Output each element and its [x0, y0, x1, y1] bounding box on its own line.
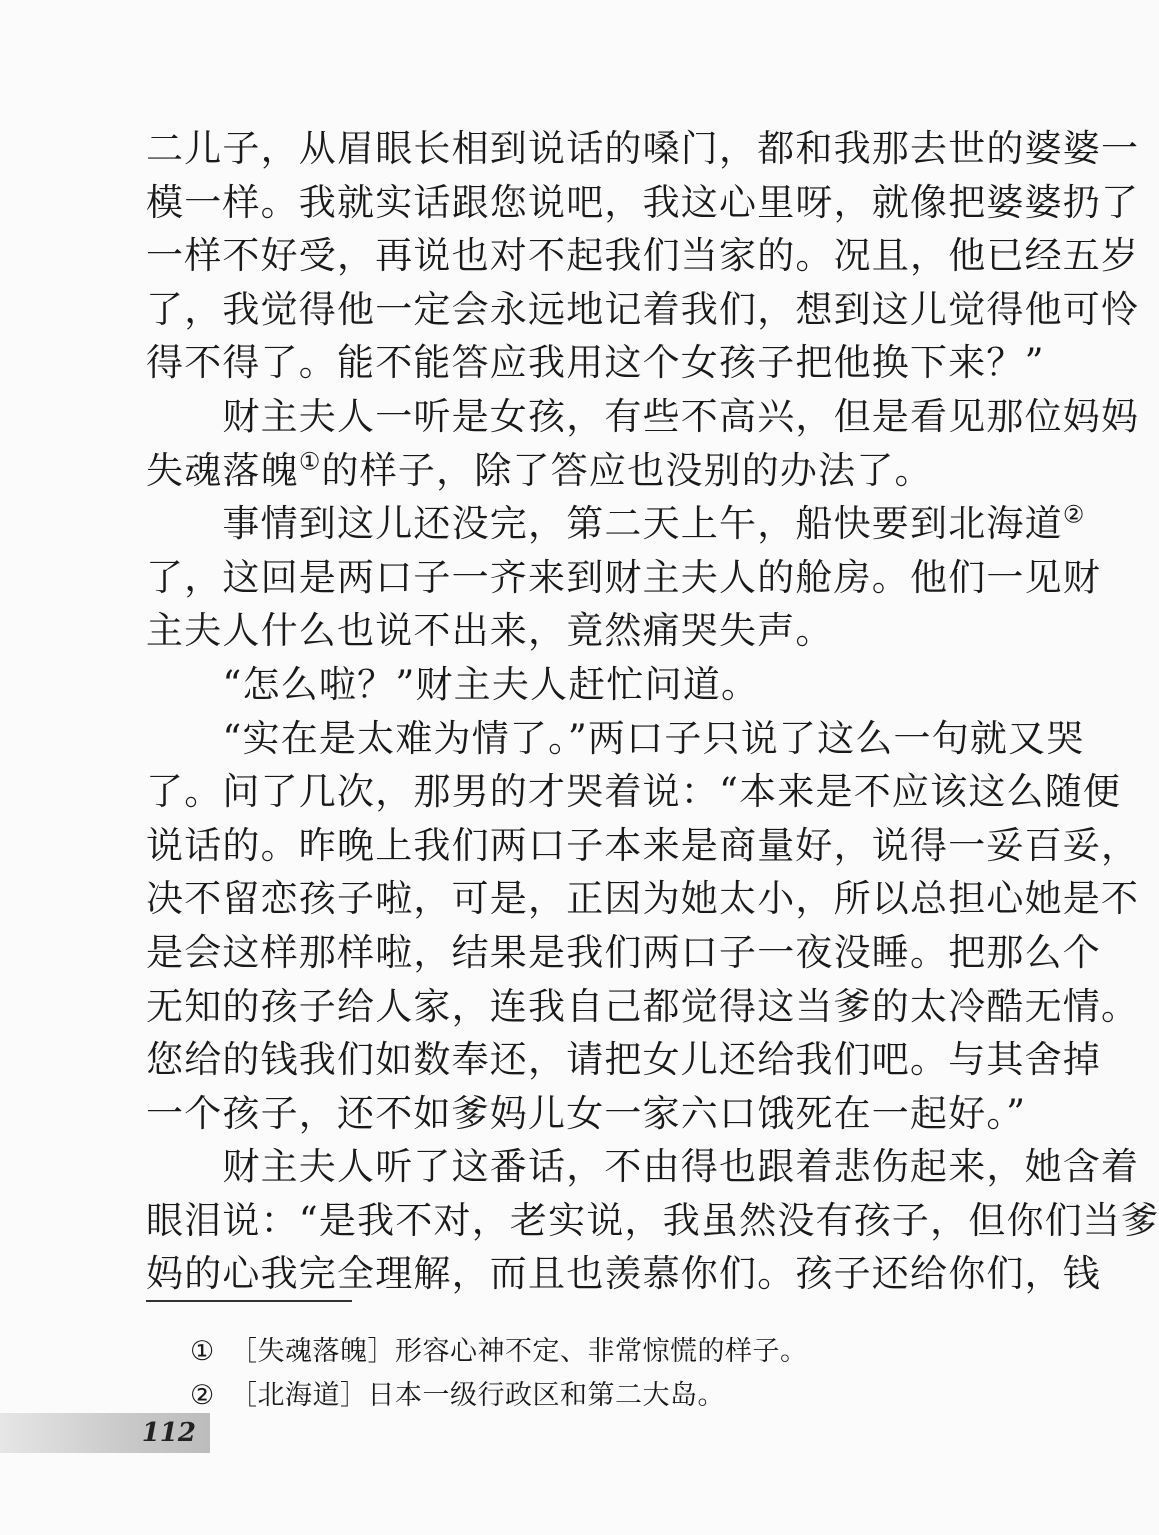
text-line: 主夫人什么也说不出来，竟然痛哭失声。	[146, 609, 834, 653]
text-line: 得不得了。能不能答应我用这个女孩子把他换下来？”	[146, 341, 1045, 385]
footnote-item	[190, 1374, 950, 1418]
footnote-mark: ①	[298, 447, 322, 476]
footnote-item	[190, 1330, 950, 1374]
text-segment: 事情到这儿还没完，第二天上午，船快要到北海道	[146, 502, 1063, 546]
text-line: 无知的孩子给人家，连我自己都觉得这当爹的太冷酷无情。	[146, 984, 1140, 1028]
text-segment: 失魂落魄	[146, 448, 299, 492]
text-line: 决不留恋孩子啦，可是，正因为她太小，所以总担心她是不	[146, 877, 1140, 921]
text-line: “怎么啦？”财主夫人赶忙问道。	[146, 662, 760, 706]
text-line: 说话的。昨晚上我们两口子本来是商量好，说得一妥百妥，	[146, 823, 1140, 867]
page-number-tab	[0, 1413, 210, 1453]
body-text	[146, 122, 1159, 1301]
text-line: 了，这回是两口子一齐来到财主夫人的舱房。他们一见财	[146, 555, 1101, 599]
text-segment: 的样子，除了答应也没别的办法了。	[321, 448, 933, 492]
text-line	[146, 444, 978, 498]
text-line: 妈的心我完全理解，而且也羡慕你们。孩子还给你们，钱	[146, 1252, 1101, 1296]
text-line: 二儿子，从眉眼长相到说话的嗓门，都和我那去世的婆婆一	[146, 127, 1140, 170]
footnote-number: ①	[190, 1336, 215, 1367]
text-line: 模一样。我就实话跟您说吧，我这心里呀，就像把婆婆扔了	[146, 180, 1140, 224]
text-line: 了。问了几次，那男的才哭着说：“本来是不应该这么随便	[146, 770, 1122, 814]
page-number: 112	[141, 1418, 196, 1448]
footnote-mark: ②	[1062, 500, 1086, 529]
text-line: 眼泪说：“是我不对，老实说，我虽然没有孩子，但你们当爹	[146, 1198, 1159, 1242]
footnote-number: ②	[190, 1380, 215, 1411]
text-line: 了，我觉得他一定会永远地记着我们，想到这儿觉得他可怜	[146, 287, 1140, 331]
footnote-divider	[146, 1300, 352, 1302]
footnote-text: ［北海道］日本一级行政区和第二大岛。	[230, 1380, 725, 1411]
text-line: 一样不好受，再说也对不起我们当家的。况且，他已经五岁	[146, 234, 1140, 278]
text-line: 是会这样那样啦，结果是我们两口子一夜没睡。把那么个	[146, 930, 1101, 974]
text-line: “实在是太难为情了。”两口子只说了这么一句就又哭	[146, 716, 1085, 760]
text-line	[146, 497, 1086, 551]
text-line: 您给的钱我们如数奉还，请把女儿还给我们吧。与其舍掉	[146, 1038, 1101, 1082]
footnotes	[190, 1330, 950, 1418]
footnote-text: ［失魂落魄］形容心神不定、非常惊慌的样子。	[230, 1336, 808, 1367]
text-line: 财主夫人听了这番话，不由得也跟着悲伤起来，她含着	[146, 1145, 1140, 1189]
text-line: 财主夫人一听是女孩，有些不高兴，但是看见那位妈妈	[146, 394, 1140, 438]
text-line: 一个孩子，还不如爹妈儿女一家六口饿死在一起好。”	[146, 1091, 1027, 1135]
